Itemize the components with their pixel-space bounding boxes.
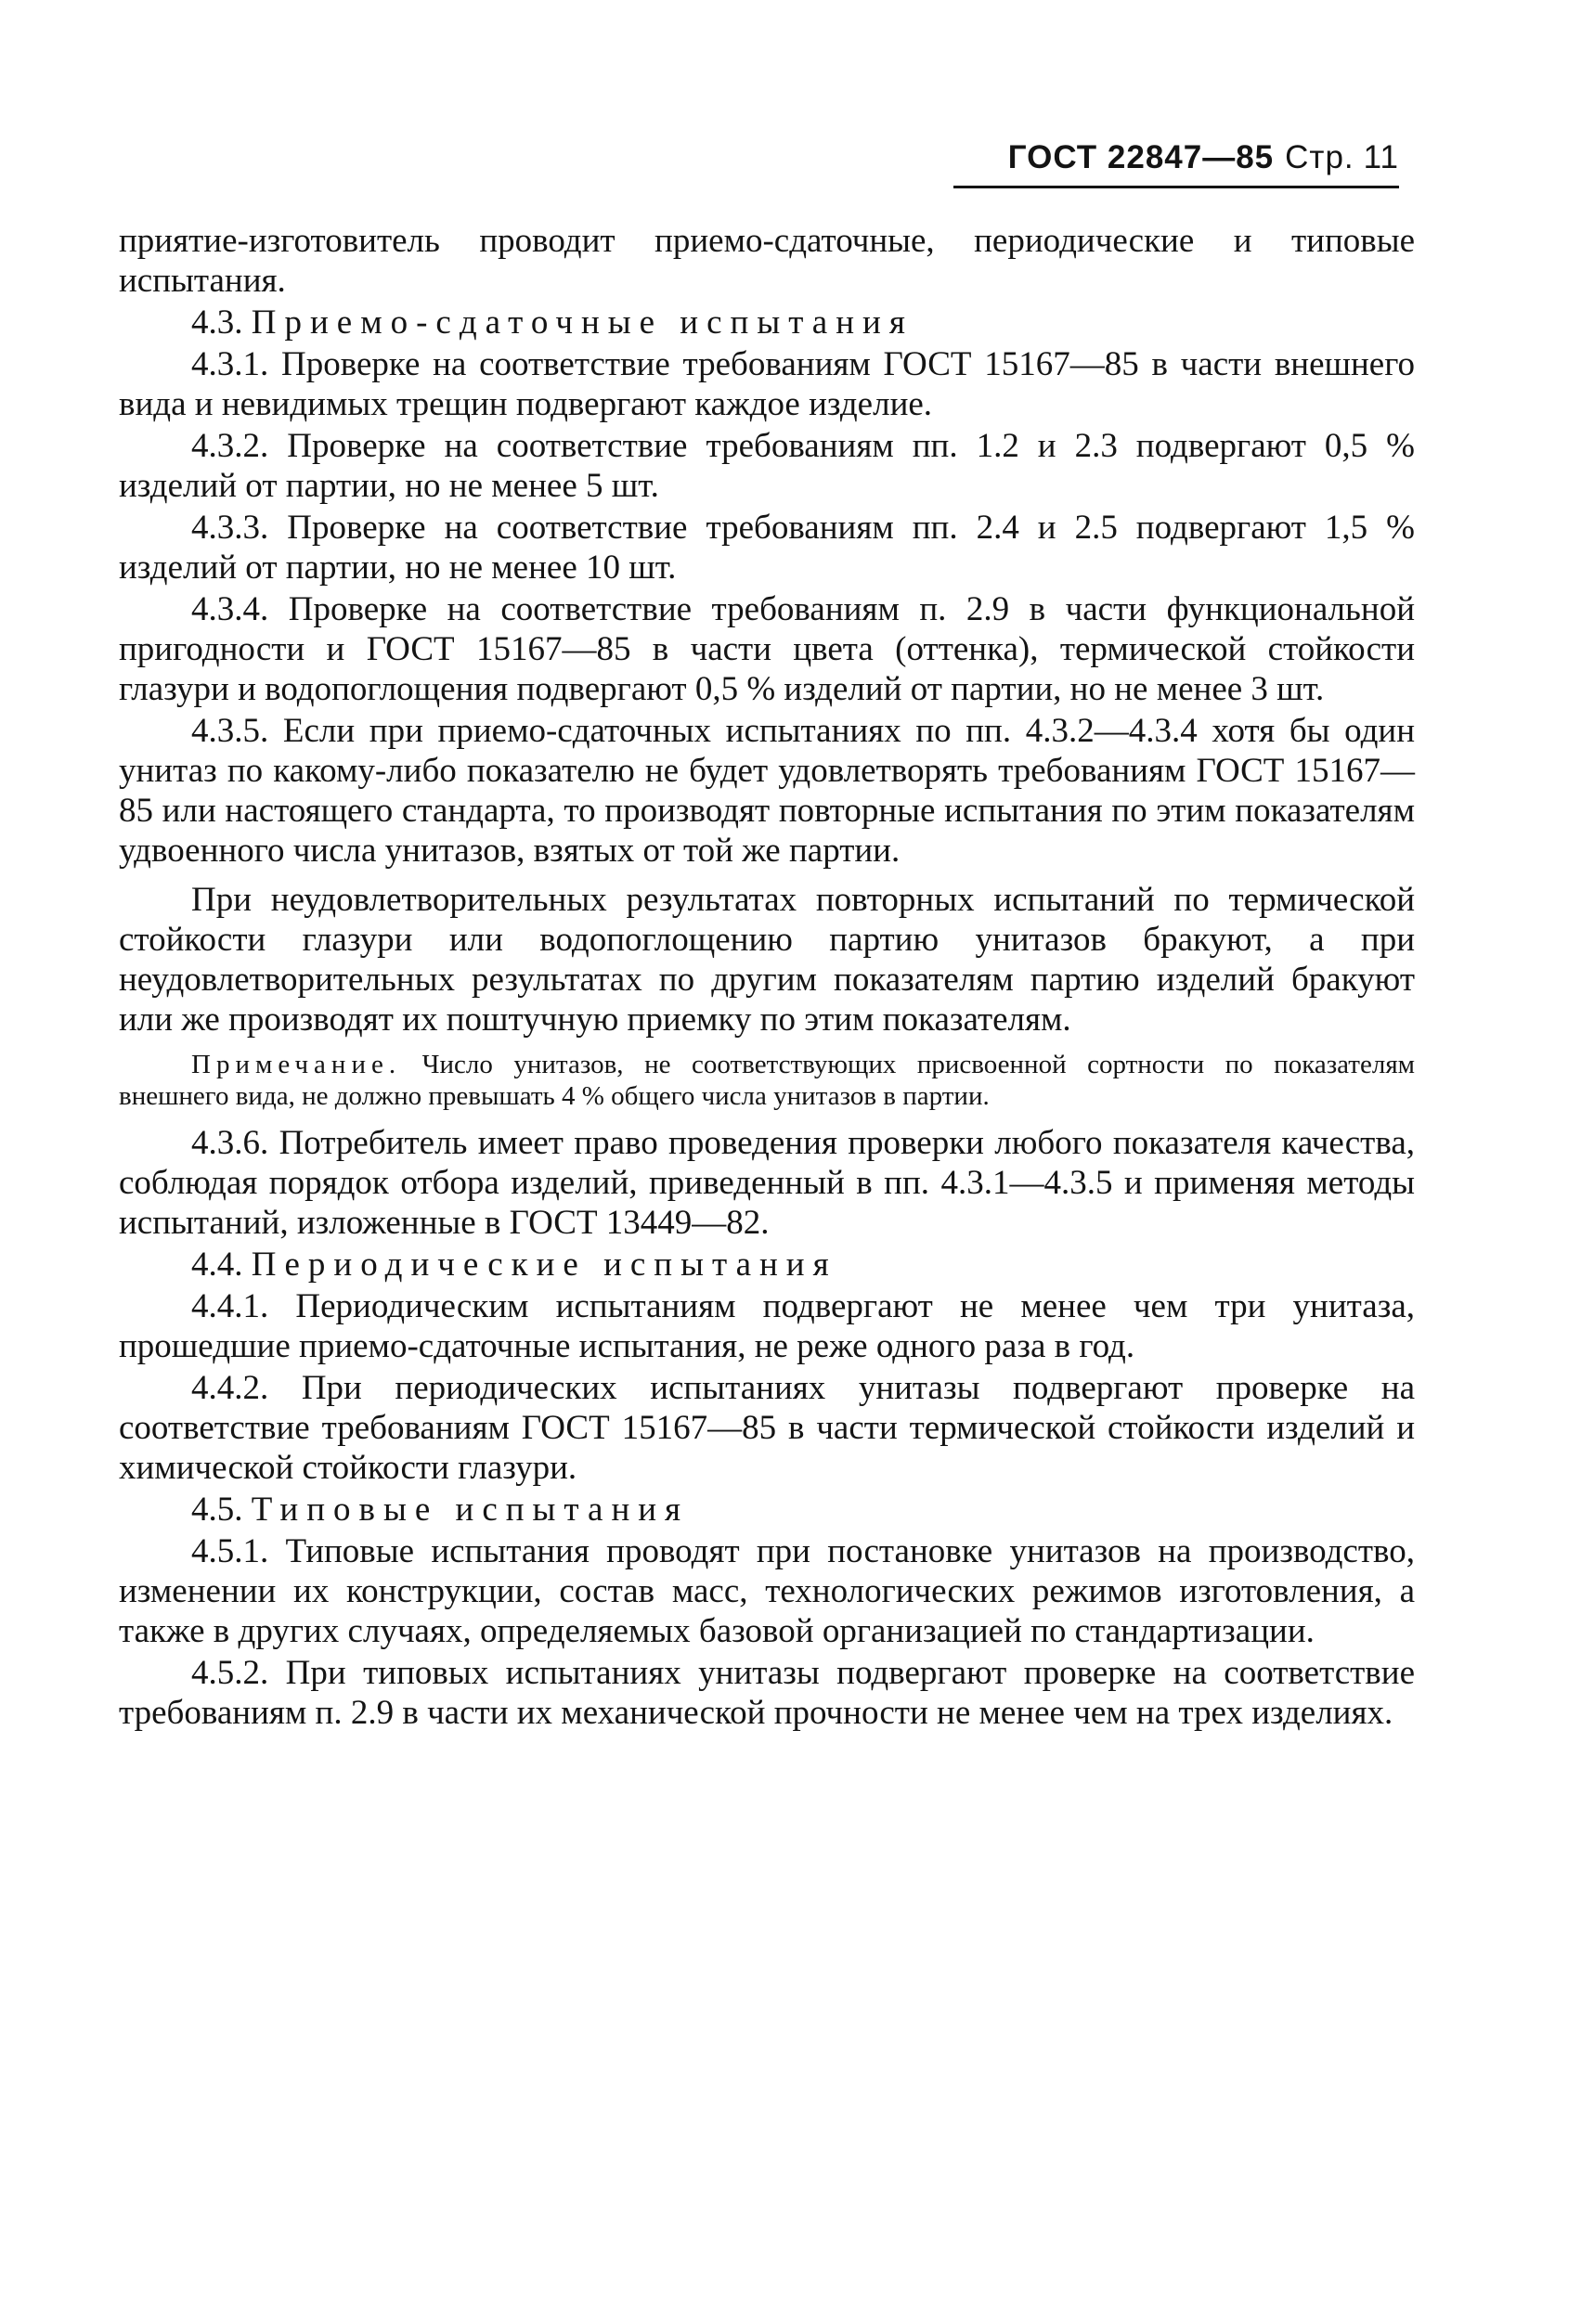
section-heading-4-5 bbox=[119, 1490, 1415, 1530]
paragraph-4-3-5: 4.3.5. Если при приемо-сдаточных испытаниях по пп. 4.3.2—4.3.4 хотя бы один унитаз по какому-либо показателю не будет удовлетворять требованиям ГОСТ 15167—85 или настоящего стандарта, то производят повторные испытания по этим показателям удвоенного числа унитазов, взятых от той же партии. bbox=[119, 712, 1415, 870]
paragraph-4-5-1: 4.5.1. Типовые испытания проводят при постановке унитазов на производство, изменении их конструкции, состав масс, технологических режимов изготовления, а также в других случаях, определяемых базовой организацией по стандартизации. bbox=[119, 1532, 1415, 1650]
paragraph-4-3-5-continued: При неудовлетворительных результатах повторных испытаний по термической стойкости глазури или водопоглощению партию унитазов бракуют, а при неудовлетворительных результатах по другим показателям партию изделий бракуют или же производят их поштучную приемку по этим показателям. bbox=[119, 881, 1415, 1039]
paragraph-4-4-2: 4.4.2. При периодических испытаниях унитазы подвергают проверке на соответствие требованиям ГОСТ 15167—85 в части термической стойкости изделий и химической стойкости глазури. bbox=[119, 1369, 1415, 1487]
section-number: 4.5. bbox=[191, 1491, 243, 1529]
section-title: Типовые испытания bbox=[251, 1491, 690, 1529]
section-heading-4-3 bbox=[119, 303, 1415, 342]
note-label: Примечание. bbox=[191, 1050, 402, 1079]
paragraph-continuation: приятие-изготовитель проводит приемо-сдаточные, периодические и типовые испытания. bbox=[119, 222, 1415, 300]
paragraph-4-3-6: 4.3.6. Потребитель имеет право проведения проверки любого показателя качества, соблюдая порядок отбора изделий, приведенный в пп. 4.3.1—4.3.5 и применяя методы испытаний, изложенные в ГОСТ 13449—82. bbox=[119, 1124, 1415, 1242]
section-number: 4.3. bbox=[191, 303, 243, 342]
note bbox=[119, 1049, 1415, 1112]
page-header bbox=[953, 139, 1399, 188]
paragraph-4-3-4: 4.3.4. Проверке на соответствие требованиям п. 2.9 в части функциональной пригодности и ГОСТ 15167—85 в части цвета (оттенка), термической стойкости глазури и водопоглощения подвергают 0,5 % изделий от партии, но не менее 3 шт. bbox=[119, 590, 1415, 708]
paragraph-4-4-1: 4.4.1. Периодическим испытаниям подвергают не менее чем три унитаза, прошедшие приемо-сдаточные испытания, не реже одного раза в год. bbox=[119, 1287, 1415, 1365]
paragraph-4-3-1: 4.3.1. Проверке на соответствие требованиям ГОСТ 15167—85 в части внешнего вида и невидимых трещин подвергают каждое изделие. bbox=[119, 345, 1415, 423]
standard-number: ГОСТ 22847—85 bbox=[1007, 139, 1275, 175]
section-title: Приемо-сдаточные испытания bbox=[251, 303, 914, 342]
document-body bbox=[119, 221, 1415, 1733]
paragraph-4-3-2: 4.3.2. Проверке на соответствие требованиям пп. 1.2 и 2.3 подвергают 0,5 % изделий от партии, но не менее 5 шт. bbox=[119, 427, 1415, 505]
paragraph-4-3-3: 4.3.3. Проверке на соответствие требованиям пп. 2.4 и 2.5 подвергают 1,5 % изделий от партии, но не менее 10 шт. bbox=[119, 509, 1415, 587]
section-number: 4.4. bbox=[191, 1246, 243, 1284]
page-number: 11 bbox=[1363, 139, 1399, 175]
note-text: Число унитазов, не соответствующих присвоенной сортности по показателям внешнего вида, не должно превышать 4 % общего числа унитазов в партии. bbox=[119, 1050, 1416, 1111]
section-title: Периодические испытания bbox=[251, 1246, 837, 1284]
page-label: Стр. bbox=[1285, 139, 1354, 175]
paragraph-4-5-2: 4.5.2. При типовых испытаниях унитазы подвергают проверке на соответствие требованиям п. 2.9 в части их механической прочности не менее чем на трех изделиях. bbox=[119, 1654, 1415, 1732]
section-heading-4-4 bbox=[119, 1245, 1415, 1285]
